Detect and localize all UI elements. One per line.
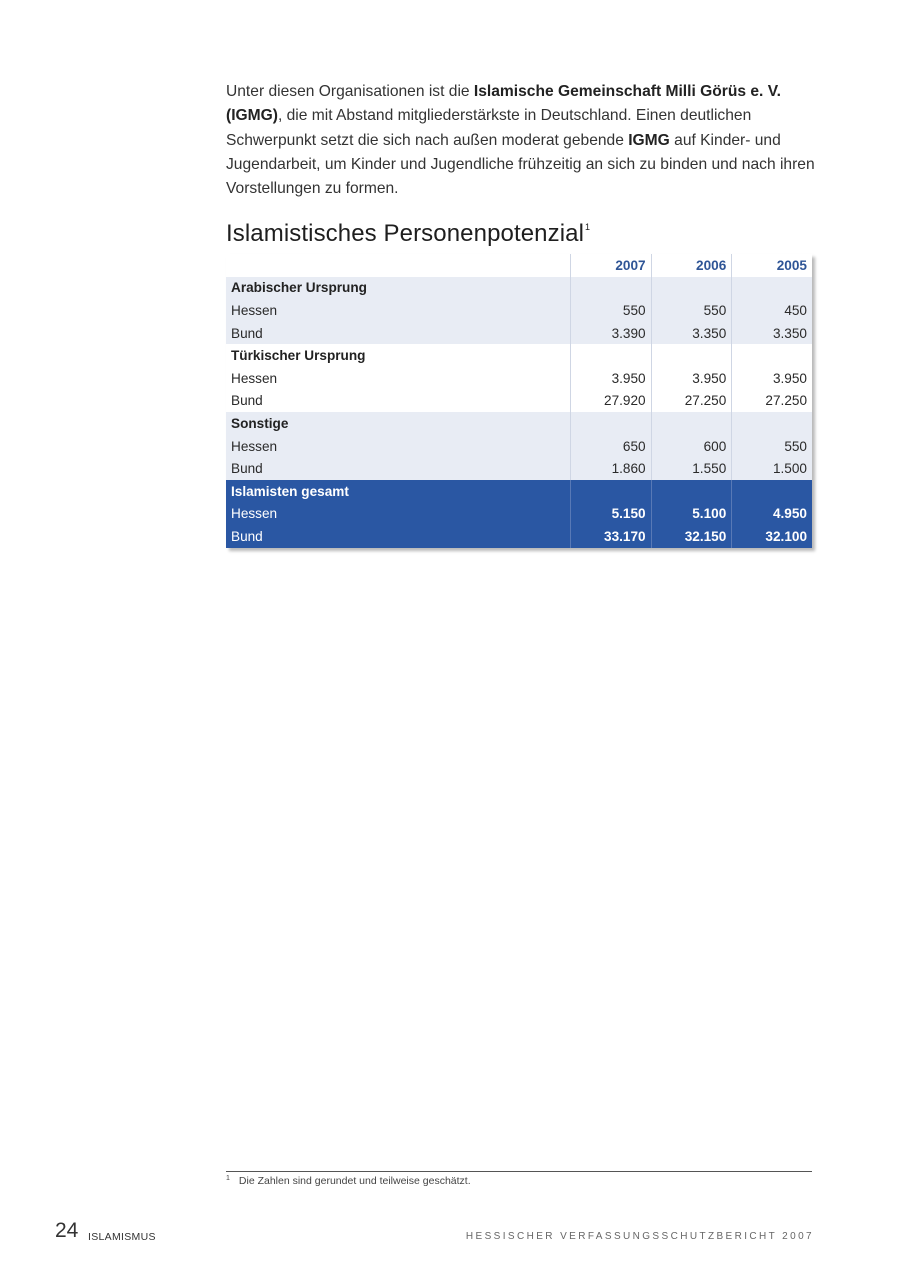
value-2007: 550 bbox=[570, 299, 651, 322]
intro-bold-igmg: IGMG bbox=[628, 131, 670, 149]
intro-text-1: Unter diesen Organisationen ist die bbox=[226, 83, 474, 100]
table-row-tuerkisch-hessen bbox=[226, 367, 812, 390]
group-label: Islamisten gesamt bbox=[231, 483, 349, 499]
empty-cell bbox=[651, 480, 732, 503]
table-title-footnote-mark: 1 bbox=[585, 222, 591, 232]
empty-cell bbox=[570, 480, 651, 503]
group-label: Arabischer Ursprung bbox=[231, 280, 367, 296]
value-2005: 550 bbox=[732, 435, 812, 458]
table-row-tuerkisch-bund bbox=[226, 390, 812, 413]
empty-cell bbox=[570, 412, 651, 435]
table-row-gesamt-hessen bbox=[226, 503, 812, 526]
empty-cell bbox=[732, 344, 812, 367]
footnote-divider bbox=[226, 1171, 812, 1172]
row-label: Hessen bbox=[231, 438, 278, 454]
empty-cell bbox=[570, 277, 651, 300]
value-2006: 27.250 bbox=[651, 390, 732, 413]
empty-cell bbox=[651, 277, 732, 300]
header-year-2007: 2007 bbox=[570, 254, 651, 277]
value-2007: 33.170 bbox=[570, 525, 651, 548]
row-label: Bund bbox=[231, 528, 263, 544]
group-row-arabischer-ursprung bbox=[226, 277, 812, 300]
value-2005: 32.100 bbox=[732, 525, 812, 548]
table-row-arabisch-hessen bbox=[226, 299, 812, 322]
value-2006: 5.100 bbox=[651, 503, 732, 526]
row-label: Hessen bbox=[231, 302, 278, 318]
row-label: Hessen bbox=[231, 506, 278, 522]
value-2006: 3.350 bbox=[651, 322, 732, 345]
footnote-text: Die Zahlen sind gerundet und teilweise geschätzt. bbox=[238, 1175, 471, 1187]
value-2005: 4.950 bbox=[732, 503, 812, 526]
table-row-gesamt-bund bbox=[226, 525, 812, 548]
value-2007: 650 bbox=[570, 435, 651, 458]
value-2005: 450 bbox=[732, 299, 812, 322]
personenpotenzial-table-container bbox=[226, 254, 812, 548]
group-row-islamisten-gesamt bbox=[226, 480, 812, 503]
row-label: Bund bbox=[231, 393, 263, 409]
header-year-2005: 2005 bbox=[732, 254, 812, 277]
row-label: Hessen bbox=[231, 370, 278, 386]
group-row-tuerkischer-ursprung bbox=[226, 344, 812, 367]
footnote bbox=[226, 1175, 471, 1187]
intro-text-3: auf Kinder- und Jugendarbeit, um Kinder und Jugendliche frühzeitig an sich zu binden und nach ihren Vorstellungen zu formen. bbox=[226, 131, 815, 198]
value-2007: 3.390 bbox=[570, 322, 651, 345]
empty-cell bbox=[732, 480, 812, 503]
value-2006: 600 bbox=[651, 435, 732, 458]
value-2007: 1.860 bbox=[570, 457, 651, 480]
value-2006: 550 bbox=[651, 299, 732, 322]
table-row-sonstige-hessen bbox=[226, 435, 812, 458]
row-label: Bund bbox=[231, 325, 263, 341]
row-label: Bund bbox=[231, 461, 263, 477]
empty-cell bbox=[570, 344, 651, 367]
value-2006: 32.150 bbox=[651, 525, 732, 548]
empty-cell bbox=[651, 412, 732, 435]
value-2005: 1.500 bbox=[732, 457, 812, 480]
personenpotenzial-table bbox=[226, 254, 812, 548]
intro-bold-igmg-full: Islamische Gemeinschaft Milli Görüs e. V. (IGMG) bbox=[226, 83, 782, 125]
group-label: Sonstige bbox=[231, 415, 289, 431]
table-header-row bbox=[226, 254, 812, 277]
header-blank-cell bbox=[226, 254, 570, 277]
footnote-mark: 1 bbox=[226, 1175, 230, 1182]
value-2005: 27.250 bbox=[732, 390, 812, 413]
value-2005: 3.350 bbox=[732, 322, 812, 345]
intro-paragraph bbox=[226, 80, 816, 201]
page-number: 24 bbox=[55, 1219, 79, 1242]
section-name: ISLAMISMUS bbox=[88, 1231, 156, 1243]
header-year-2006: 2006 bbox=[651, 254, 732, 277]
value-2007: 3.950 bbox=[570, 367, 651, 390]
intro-text-2: , die mit Abstand mitgliederstärkste in Deutschland. Einen deutlichen Schwerpunkt setzt die sich nach außen moderat gebende bbox=[226, 107, 752, 149]
group-label: Türkischer Ursprung bbox=[231, 348, 366, 364]
empty-cell bbox=[651, 344, 732, 367]
table-title bbox=[226, 220, 590, 248]
report-title: HESSISCHER VERFASSUNGSSCHUTZBERICHT 2007 bbox=[465, 1231, 814, 1242]
value-2005: 3.950 bbox=[732, 367, 812, 390]
group-row-sonstige bbox=[226, 412, 812, 435]
table-row-sonstige-bund bbox=[226, 457, 812, 480]
empty-cell bbox=[732, 412, 812, 435]
value-2006: 3.950 bbox=[651, 367, 732, 390]
table-row-arabisch-bund bbox=[226, 322, 812, 345]
empty-cell bbox=[732, 277, 812, 300]
value-2007: 27.920 bbox=[570, 390, 651, 413]
value-2006: 1.550 bbox=[651, 457, 732, 480]
table-title-text: Islamistisches Personenpotenzial bbox=[226, 220, 585, 247]
value-2007: 5.150 bbox=[570, 503, 651, 526]
